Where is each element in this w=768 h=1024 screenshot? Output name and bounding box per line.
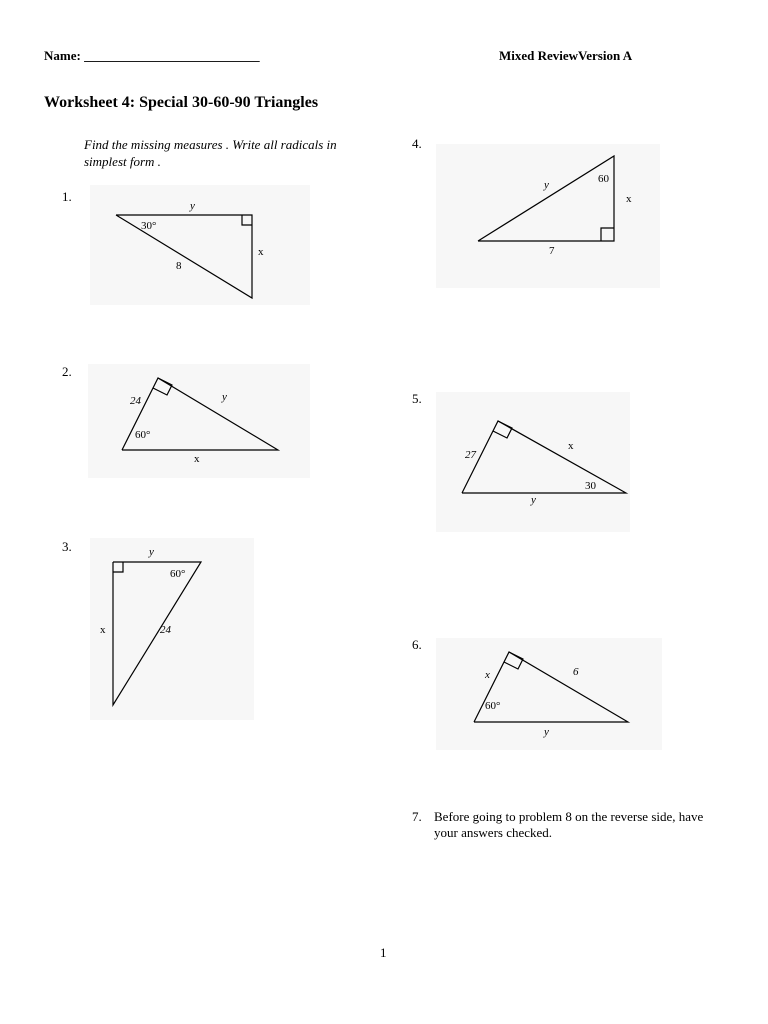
right-angle-marker [113,562,123,572]
name-label: Name: [44,48,81,63]
right-angle-marker [601,228,614,241]
problem-7-text [434,809,754,841]
triangle-2 [88,364,310,478]
version-label: Mixed ReviewVersion A [499,48,633,63]
label-y: y [544,179,549,191]
problem-7-line-1: Before going to problem 8 on the reverse side, have [434,809,704,824]
label-hyp-24: 24 [160,624,171,636]
problem-2-number: 2. [62,364,72,379]
instructions [84,136,374,170]
label-angle-60: 60° [170,568,186,580]
label-angle-30: 30 [585,480,596,492]
problem-7-number: 7. [412,809,422,824]
triangle-3-outline [113,562,201,705]
triangle-4-outline [478,156,614,241]
page-number: 1 [380,945,387,960]
problem-3-figure [90,538,254,720]
problem-5-number: 5. [412,391,422,406]
label-base-7: 7 [549,245,555,257]
problem-1-figure [90,185,310,305]
triangle-6 [436,638,662,750]
label-y: y [190,200,195,212]
label-y: y [222,391,227,403]
triangle-1-outline [116,215,252,298]
label-hyp-8: 8 [176,260,182,272]
name-blank: ___________________________ [84,48,260,63]
name-field [44,48,260,64]
right-angle-marker [504,652,523,669]
problem-1-number: 1. [62,189,72,204]
worksheet-title: Worksheet 4: Special 30-60-90 Triangles [44,94,319,111]
right-angle-marker [242,215,252,225]
right-angle-marker [153,378,172,395]
label-x: x [568,440,574,452]
problem-4-figure [436,144,660,288]
label-leg-27: 27 [465,449,476,461]
label-y: y [544,726,549,738]
label-angle-60: 60 [598,173,609,185]
problem-2-figure [88,364,310,478]
problem-3-number: 3. [62,539,72,554]
label-x: x [485,669,490,681]
problem-6-number: 6. [412,637,422,652]
label-leg-24: 24 [130,395,141,407]
label-x: x [194,453,200,465]
instructions-line-2: simplest form . [84,154,161,169]
triangle-4 [436,144,660,288]
triangle-3 [90,538,254,720]
label-x: x [258,246,264,258]
label-angle-30: 30° [141,220,157,232]
instructions-line-1: Find the missing measures . Write all radicals in [84,137,337,152]
label-y: y [149,546,154,558]
label-angle-60: 60° [135,429,151,441]
label-angle-60: 60° [485,700,501,712]
label-leg-6: 6 [573,666,579,678]
label-x: x [100,624,106,636]
problem-5-figure [436,392,630,532]
right-angle-marker [493,421,512,438]
triangle-5 [436,392,630,532]
problem-7-line-2: your answers checked. [434,825,553,840]
triangle-5-outline [462,421,626,493]
problem-6-figure [436,638,662,750]
triangle-1 [90,185,310,305]
label-y: y [531,494,536,506]
problem-4-number: 4. [412,136,422,151]
label-x: x [626,193,632,205]
